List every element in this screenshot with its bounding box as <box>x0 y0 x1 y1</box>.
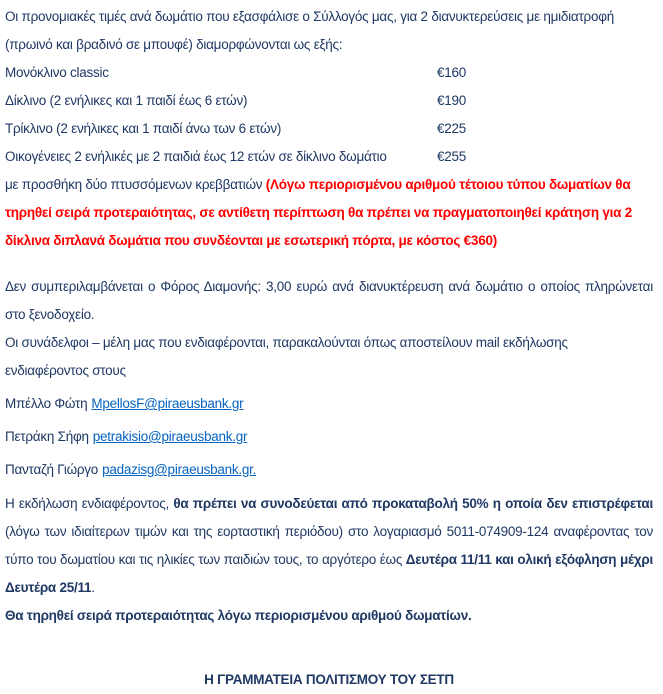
room-type-label: Οικογένειες 2 ενήλικές με 2 παιδιά έως 12 ετών σε δίκλινο δωμάτιο <box>5 149 387 164</box>
payment-text: Η εκδήλωση ενδιαφέροντος, <box>5 496 174 511</box>
tax-note-paragraph: Δεν συμπεριλαμβάνεται ο Φόρος Διαμονής: 3,00 ευρώ ανά διανυκτέρευση ανά δωμάτιο ο οποίος πληρώνεται στο ξενοδοχείο. <box>5 279 653 322</box>
contact-name: Μπέλλο Φώτη <box>5 396 88 411</box>
price-row <box>5 87 653 115</box>
contact-intro-paragraph: Οι συνάδελφοι – μέλη μας που ενδιαφέρονται, παρακαλούνται όπως αποστείλουν mail εκδήλωσης ενδιαφέροντος στους <box>5 335 568 378</box>
contact-line <box>5 390 653 418</box>
room-type-label: Δίκλινο (2 ενήλικες και 1 παιδί έως 6 ετών) <box>5 93 248 108</box>
email-link[interactable]: MpellosF@piraeusbank.gr <box>91 396 244 411</box>
price-row <box>5 115 653 143</box>
payment-terms-paragraph <box>5 490 653 602</box>
signature-line: Η ΓΡΑΜΜΑΤΕΙΑ ΠΟΛΙΤΙΣΜΟΥ ΤΟΥ ΣΕΤΠ <box>204 672 454 687</box>
price-row <box>5 143 653 171</box>
document-page <box>5 3 653 694</box>
contact-line <box>5 456 653 484</box>
intro-paragraph: Οι προνομιακές τιμές ανά δωμάτιο που εξασφάλισε ο Σύλλογός μας, για 2 διανυκτερεύσεις με ημιδιατροφή (πρωινό και βραδινό σε μπουφέ) διαμορφώνονται ως εξής: <box>5 9 614 52</box>
room-type-label: Μονόκλινο classic <box>5 65 109 80</box>
beds-note-paragraph <box>5 171 653 255</box>
room-type-label: Τρίκλινο (2 ενήλικες και 1 παιδί άνω των 6 ετών) <box>5 121 282 136</box>
room-price: €190 <box>437 93 467 108</box>
payment-text: . <box>91 580 95 595</box>
contact-name: Πανταζή Γιώργο <box>5 462 99 477</box>
price-list <box>5 59 653 171</box>
priority-note-paragraph: Θα τηρηθεί σειρά προτεραιότητας λόγω περιορισμένου αριθμού δωματίων. <box>5 608 472 623</box>
contact-line <box>5 423 653 451</box>
limited-rooms-warning: (Λόγω περιορισμένου αριθμού τέτοιου τύπου δωματίων θα τηρηθεί σειρά προτεραιότητας, σε αντίθετη περίπτωση θα πρέπει να πραγματοποιηθεί κράτηση για 2 δίκλινα διπλανά δωμάτια που συνδέονται με εσωτερική πόρτα, με κόστος €360) <box>5 177 632 248</box>
payment-text: (λόγω των ιδιαίτερων τιμών και της εορταστική περιόδου) στο λογαριασμό 5011-074909-124 αναφέροντας τον τύπο του δωματίου και τις ηλικίες των παιδιών τους, το αργότερο έως <box>5 524 653 567</box>
prepayment-bold-text: θα πρέπει να συνοδεύεται από προκαταβολή 50% η οποία δεν επιστρέφεται <box>173 496 653 511</box>
email-link[interactable]: petrakisio@piraeusbank.gr <box>92 429 248 444</box>
price-row <box>5 59 653 87</box>
room-price: €225 <box>437 121 467 136</box>
beds-note-text: με προσθήκη δύο πτυσσόμενων κρεββατιών <box>5 177 266 192</box>
room-price: €160 <box>437 65 467 80</box>
contact-name: Πετράκη Σήφη <box>5 429 89 444</box>
deadline-bold-text: Δευτέρα 11/11 και ολική εξόφληση μέχρι Δευτέρα 25/11 <box>5 552 653 595</box>
room-price: €255 <box>437 149 467 164</box>
email-link[interactable]: padazisg@piraeusbank.gr. <box>102 462 257 477</box>
